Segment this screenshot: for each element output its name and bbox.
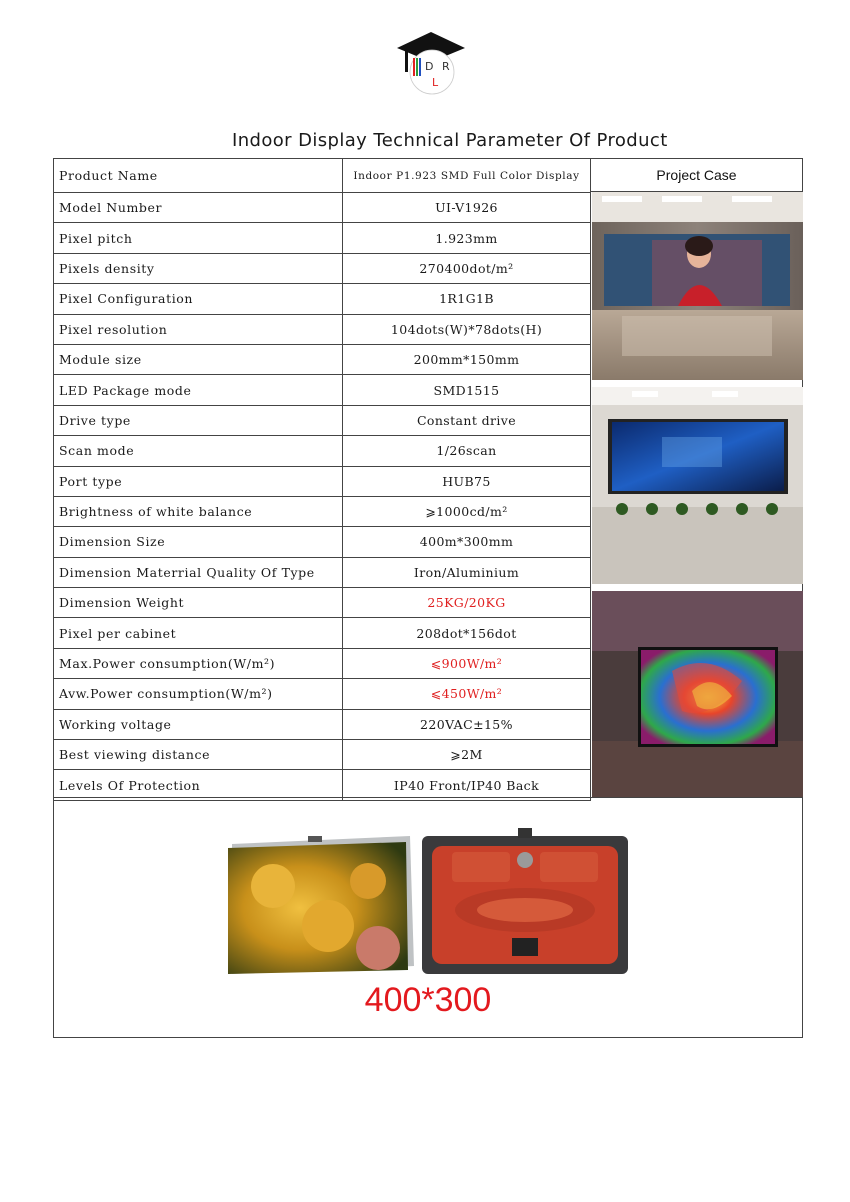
spec-row: [54, 223, 591, 253]
spec-value: ⩽900W/m²: [343, 648, 591, 678]
spec-label: Best viewing distance: [54, 740, 343, 770]
project-photo-meeting: [592, 387, 803, 584]
spec-label: Drive type: [54, 405, 343, 435]
spec-label: Scan mode: [54, 436, 343, 466]
spec-row: [54, 159, 591, 193]
spec-value: Constant drive: [343, 405, 591, 435]
project-case-column: [590, 158, 803, 798]
spec-label: Dimension Size: [54, 527, 343, 557]
spec-row: [54, 496, 591, 526]
spec-label: Pixels density: [54, 253, 343, 283]
spec-label: Avw.Power consumption(W/m²): [54, 679, 343, 709]
spec-row: [54, 375, 591, 405]
spec-label: Brightness of white balance: [54, 496, 343, 526]
spec-value: 200mm*150mm: [343, 344, 591, 374]
spec-value: 104dots(W)*78dots(H): [343, 314, 591, 344]
spec-value: 1R1G1B: [343, 284, 591, 314]
spec-label: Pixel Configuration: [54, 284, 343, 314]
spec-label: Port type: [54, 466, 343, 496]
spec-row: [54, 284, 591, 314]
spec-row: [54, 405, 591, 435]
project-case-header: Project Case: [591, 159, 802, 192]
project-photo-lobby: [592, 192, 803, 380]
spec-table: [53, 158, 591, 801]
spec-value: SMD1515: [343, 375, 591, 405]
spec-value: 1/26scan: [343, 436, 591, 466]
spec-row: [54, 344, 591, 374]
company-logo: [395, 28, 467, 96]
spec-row: [54, 588, 591, 618]
spec-value: 25KG/20KG: [343, 588, 591, 618]
spec-label: Max.Power consumption(W/m²): [54, 648, 343, 678]
spec-label: Levels Of Protection: [54, 770, 343, 800]
spec-row: [54, 740, 591, 770]
spec-row: [54, 466, 591, 496]
spec-label: Dimension Materrial Quality Of Type: [54, 557, 343, 587]
spec-value: ⩾2M: [343, 740, 591, 770]
spec-value: Indoor P1.923 SMD Full Color Display: [343, 159, 591, 193]
spec-label: LED Package mode: [54, 375, 343, 405]
spec-label: Model Number: [54, 193, 343, 223]
spec-value: ⩾1000cd/m²: [343, 496, 591, 526]
cabinet-dimension-label: 400*300: [364, 981, 492, 1019]
spec-value: 270400dot/m²: [343, 253, 591, 283]
spec-value: 208dot*156dot: [343, 618, 591, 648]
spec-label: Pixel resolution: [54, 314, 343, 344]
spec-row: [54, 527, 591, 557]
logo-letter-l: L: [432, 76, 439, 89]
project-photo-rose: [592, 591, 803, 797]
spec-label: Dimension Weight: [54, 588, 343, 618]
spec-value: 1.923mm: [343, 223, 591, 253]
spec-value: HUB75: [343, 466, 591, 496]
spec-row: [54, 253, 591, 283]
spec-value: 400m*300mm: [343, 527, 591, 557]
spec-row: [54, 618, 591, 648]
spec-value: ⩽450W/m²: [343, 679, 591, 709]
spec-row: [54, 557, 591, 587]
spec-label: Working voltage: [54, 709, 343, 739]
spec-label: Product Name: [54, 159, 343, 193]
document-title: Indoor Display Technical Parameter Of Product: [232, 130, 668, 151]
spec-value: Iron/Aluminium: [343, 557, 591, 587]
spec-row: [54, 436, 591, 466]
cabinet-section: [53, 797, 803, 1038]
logo-letter-r: R: [442, 60, 450, 73]
logo-letter-d: D: [425, 60, 434, 73]
cabinet-back-image: [422, 828, 628, 978]
spec-label: Module size: [54, 344, 343, 374]
cabinet-front-image: [228, 836, 418, 976]
spec-label: Pixel pitch: [54, 223, 343, 253]
spec-row: [54, 193, 591, 223]
spec-row: [54, 314, 591, 344]
spec-row: [54, 679, 591, 709]
spec-value: IP40 Front/IP40 Back: [343, 770, 591, 800]
spec-value: 220VAC±15%: [343, 709, 591, 739]
spec-value: UI-V1926: [343, 193, 591, 223]
spec-label: Pixel per cabinet: [54, 618, 343, 648]
spec-row: [54, 770, 591, 800]
spec-row: [54, 648, 591, 678]
spec-row: [54, 709, 591, 739]
